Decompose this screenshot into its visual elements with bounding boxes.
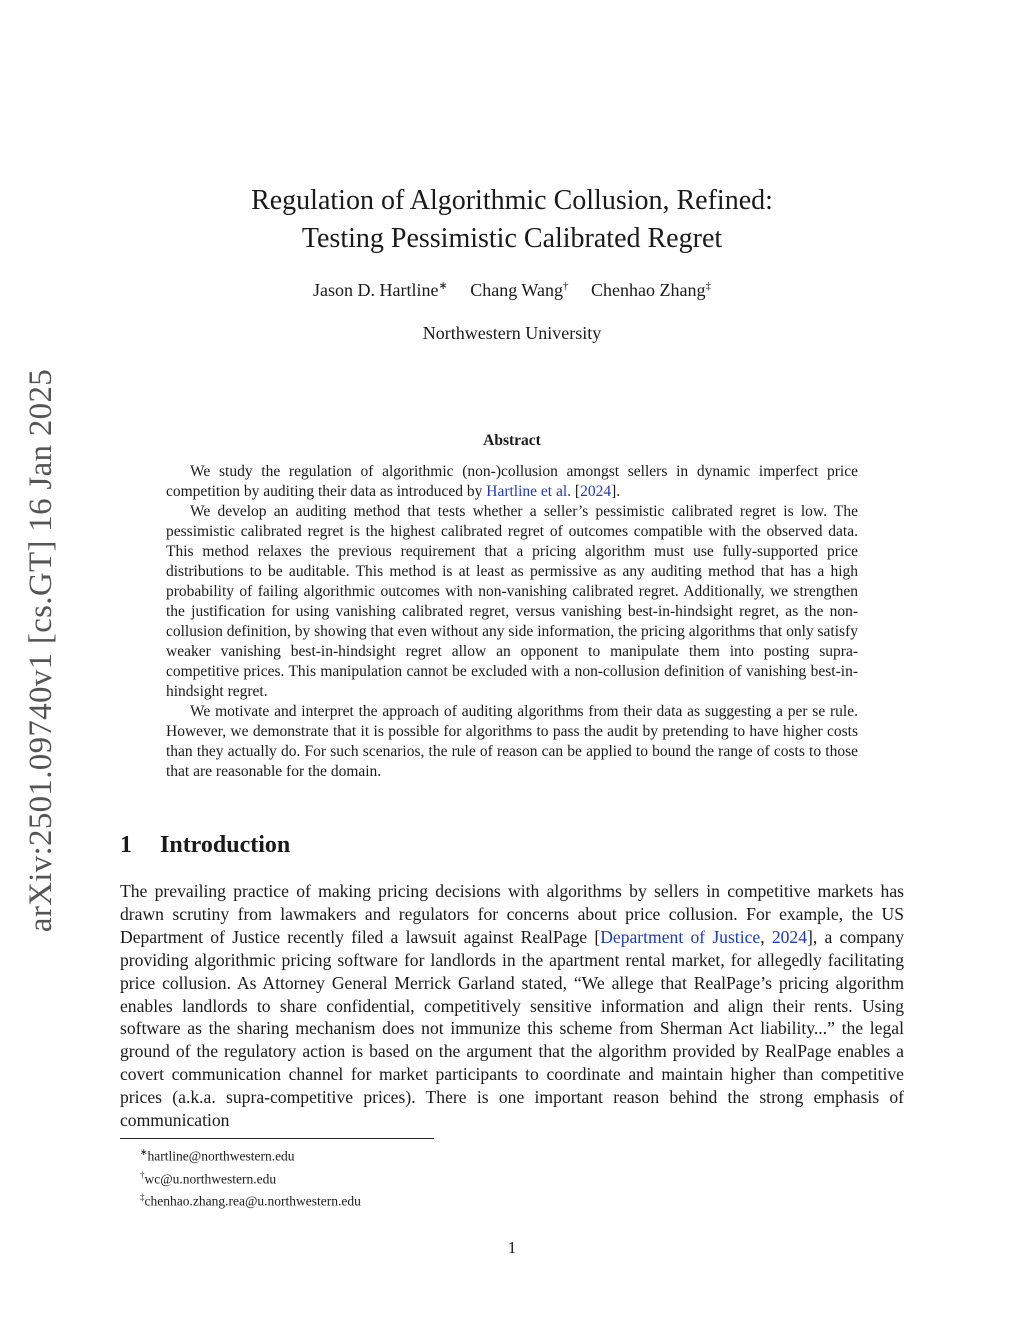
abstract-heading: Abstract (483, 432, 541, 449)
footnote-email[interactable]: chenhao.zhang.rea@u.northwestern.edu (144, 1193, 361, 1209)
citation-link-author[interactable]: Department of Justice (600, 926, 761, 947)
author-name: Chang Wang (470, 280, 563, 300)
footnotes (140, 1143, 361, 1211)
author-list (0, 280, 1024, 301)
footnote-email[interactable]: wc@u.northwestern.edu (144, 1171, 277, 1186)
introduction-paragraph: The prevailing practice of making pricing decisions with algorithms by sellers in competitive markets has drawn scrutiny from lawmakers and regulators for concerns about price collusion. For example, the US Department of Justice recently filed a lawsuit against RealPage [Department of Justice, 2024], a company providing algorithmic pricing software for landlords in the apartment rental market, for allegedly facilitating price collusion. As Attorney General Merrick Garland stated, “We allege that RealPage’s pricing algorithm enables landlords to share confidential, competitively sensitive information and align their rents. Using software as the sharing mechanism does not immunize this scheme from Sherman Act liability...” the legal ground of the regulatory action is based on the argument that the algorithm provided by RealPage enables a covert communication channel for market participants to coordinate and maintain higher than competitive prices (a.k.a. supra-competitive prices). There is one important reason behind the strong emphasis of communication (120, 881, 905, 1131)
author-footnote-mark[interactable]: ∗ (438, 280, 448, 292)
page-number: 1 (507, 1238, 517, 1257)
citation-link-year[interactable]: 2024 (580, 483, 612, 500)
footnote-3 (140, 1188, 361, 1211)
footnote-mark: ‡ (140, 1192, 145, 1202)
footnote-2 (140, 1166, 361, 1189)
abstract-paragraph-1: We study the regulation of algorithmic (non-)collusion amongst sellers in dynamic imperfect price competition by auditing their data as introduced by Hartline et al. [2024]. (166, 463, 858, 500)
abstract-body (166, 462, 858, 782)
abstract-paragraph-2: We develop an auditing method that tests whether a seller’s pessimistic calibrated regret is low. The pessimistic calibrated regret is the highest calibrated regret of outcomes compatible with the observed data. This method relaxes the previous requirement that a pricing algorithm must use fully-supported price distributions to be auditable. This method is at least as permissive as any auditing method that has a high probability of failing algorithmic outcomes with non-vanishing calibrated regret. Additionally, we strengthen the justification for using vanishing calibrated regret, versus vanishing best-in-hindsight regret, as the non-collusion definition, by showing that even without any side information, the pricing algorithms that only satisfy weaker vanishing best-in-hindsight regret allow an opponent to manipulate them into posting supra-competitive prices. This manipulation cannot be excluded with a non-collusion definition of vanishing best-in-hindsight regret. (166, 503, 858, 700)
section-heading-introduction (120, 832, 290, 859)
author-name: Chenhao Zhang (590, 280, 706, 300)
paper-title (0, 182, 1024, 258)
author-name: Jason D. Hartline (313, 280, 439, 300)
author-3 (591, 280, 711, 300)
citation-link-year[interactable]: 2024 (771, 926, 808, 947)
author-1 (313, 280, 448, 300)
section-title: Introduction (160, 832, 291, 858)
footnote-1 (140, 1143, 361, 1166)
footnote-email[interactable]: hartline@northwestern.edu (147, 1148, 295, 1164)
arxiv-identifier-text: arXiv:2501.09740v1 [cs.GT] 16 Jan 2025 (23, 368, 60, 932)
paper-title-line-1: Regulation of Algorithmic Collusion, Refined: (251, 185, 773, 216)
author-footnote-mark[interactable]: ‡ (705, 280, 711, 292)
author-footnote-mark[interactable]: † (562, 280, 569, 292)
footnote-mark: ∗ (140, 1147, 148, 1157)
affiliation: Northwestern University (422, 323, 602, 343)
citation-link-author[interactable]: Hartline et al. (486, 483, 572, 500)
author-2 (470, 280, 568, 300)
abstract-paragraph-3: We motivate and interpret the approach of auditing algorithms from their data as suggesting a per se rule. However, we demonstrate that it is possible for algorithms to pass the audit by pretending to have higher costs than they actually do. For such scenarios, the rule of reason can be applied to bound the range of costs to those that are reasonable for the domain. (166, 703, 858, 780)
footnote-divider (120, 1138, 434, 1139)
section-number: 1 (120, 832, 132, 858)
paper-title-line-2: Testing Pessimistic Calibrated Regret (301, 223, 723, 254)
footnote-mark: † (140, 1169, 145, 1180)
